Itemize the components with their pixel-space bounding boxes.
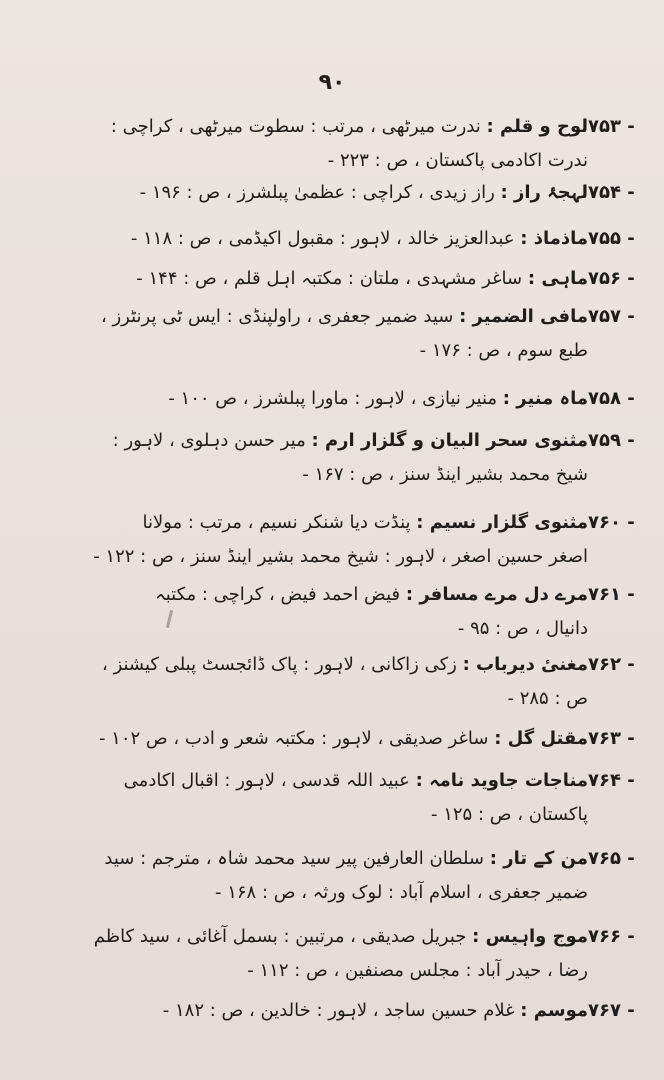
entry-text: میر حسن دہلوی ، لاہور :	[112, 430, 306, 451]
bibliography-entry	[40, 262, 588, 296]
entry-line	[40, 994, 588, 1028]
entry-line	[40, 176, 588, 210]
entry-line	[40, 920, 588, 954]
entry-number: ۷۵۴ -	[588, 182, 635, 203]
entry-title: مثنوی سحر البیان و گلزار ارم :	[311, 430, 588, 451]
entry-title: لوح و قلم :	[486, 116, 588, 137]
entry-continuation: اصغر حسین اصغر ، لاہور : شیخ محمد بشیر اینڈ سنز ، ص : ۱۲۲ -	[93, 546, 588, 567]
entry-number: ۷۶۵ -	[588, 848, 635, 869]
entry-text: راز زیدی ، کراچی : عظمیٰ پبلشرز ، ص : ۱۹۶ -	[139, 182, 495, 203]
entry-line	[40, 578, 588, 612]
entry-number: ۷۶۴ -	[588, 770, 635, 791]
bibliography-entry	[40, 506, 588, 574]
entry-text: جبریل صدیقی ، مرتبین : بسمل آغائی ، سید کاظم	[93, 926, 467, 947]
entry-number: ۷۶۱ -	[588, 584, 635, 605]
entry-text: سلطان العارفین پیر سید محمد شاہ ، مترجم : سید	[104, 848, 485, 869]
entry-continuation: دانیال ، ص : ۹۵ -	[457, 618, 588, 639]
entry-title: ماہ منیر :	[502, 388, 588, 409]
entry-continuation: ضمیر جعفری ، اسلام آباد : لوک ورثہ ، ص : ۱۶۸ -	[215, 882, 588, 903]
entry-line	[40, 722, 588, 756]
entry-number: ۷۵۳ -	[588, 116, 635, 137]
entry-text: فیض احمد فیض ، کراچی : مکتبہ	[155, 584, 401, 605]
entry-text: عبید اللہ قدسی ، لاہور : اقبال اکادمی	[123, 770, 410, 791]
entry-number: ۷۶۲ -	[588, 654, 635, 675]
entry-number: ۷۵۵ -	[588, 228, 635, 249]
entry-continuation: پاکستان ، ص : ۱۲۵ -	[430, 804, 588, 825]
entry-line	[40, 300, 588, 334]
bibliography-entry	[40, 648, 588, 716]
entry-title: لہجۂ راز :	[500, 182, 588, 203]
entry-text: سید ضمیر جعفری ، راولپنڈی : ایس ٹی پرنٹرز ،	[100, 306, 454, 327]
entry-title: ماہی :	[527, 268, 588, 289]
entry-text: ساغر مشہدی ، ملتان : مکتبہ اہل قلم ، ص : ۱۴۴ -	[136, 268, 523, 289]
bibliography-entry	[40, 764, 588, 832]
entry-number: ۷۶۷ -	[588, 1000, 635, 1021]
entry-continuation: رضا ، حیدر آباد : مجلس مصنفین ، ص : ۱۱۲ -	[247, 960, 588, 981]
entry-text: زکی زاکانی ، لاہور : پاک ڈائجسٹ پبلی کیشنز ،	[102, 654, 457, 675]
entry-text: غلام حسین ساجد ، لاہور : خالدین ، ص : ۱۸۲ -	[162, 1000, 515, 1021]
entry-number: ۷۵۶ -	[588, 268, 635, 289]
entry-title: مثنوی گلزار نسیم :	[416, 512, 588, 533]
entry-line	[40, 222, 588, 256]
entry-text: عبدالعزیز خالد ، لاہور : مقبول اکیڈمی ، ص : ۱۱۸ -	[130, 228, 515, 249]
entry-line	[40, 842, 588, 876]
bibliography-entry	[40, 722, 588, 756]
entry-line	[40, 262, 588, 296]
entry-number: ۷۶۰ -	[588, 512, 635, 533]
entry-title: مناجات جاوید نامہ :	[415, 770, 588, 791]
entry-continuation: طبع سوم ، ص : ۱۷۶ -	[419, 340, 588, 361]
bibliography-entry	[40, 424, 588, 492]
entry-number: ۷۵۹ -	[588, 430, 635, 451]
bibliography-entry	[40, 222, 588, 256]
entry-continuation: ندرت اکادمی پاکستان ، ص : ۲۲۳ -	[327, 150, 588, 171]
entry-title: مقتل گل :	[494, 728, 588, 749]
bibliography-entry	[40, 920, 588, 988]
entry-text: منیر نیازی ، لاہور : ماورا پبلشرز ، ص ۱۰۰ -	[168, 388, 498, 409]
entry-line	[40, 506, 588, 540]
entry-line	[40, 382, 588, 416]
entry-title: مرے دل مرے مسافر :	[405, 584, 588, 605]
entry-continuation: شیخ محمد بشیر اینڈ سنز ، ص : ۱۶۷ -	[302, 464, 588, 485]
entry-title: موج واہیس :	[472, 926, 588, 947]
entry-number: ۷۶۳ -	[588, 728, 635, 749]
entry-title: موسم :	[520, 1000, 588, 1021]
page-number: ۹۰	[318, 70, 346, 95]
bibliography-entry	[40, 300, 588, 368]
entry-title: من کے تار :	[489, 848, 588, 869]
bibliography-entry	[40, 110, 588, 178]
bibliography-entry	[40, 842, 588, 910]
entry-number: ۷۵۷ -	[588, 306, 635, 327]
entry-text: ندرت میرٹھی ، مرتب : سطوت میرٹھی ، کراچی :	[110, 116, 481, 137]
entry-line	[40, 764, 588, 798]
entry-text: ساغر صدیقی ، لاہور : مکتبہ شعر و ادب ، ص ۱۰۲ -	[98, 728, 489, 749]
bibliography-entry	[40, 578, 588, 646]
bibliography-entry	[40, 994, 588, 1028]
entry-text: پنڈت دیا شنکر نسیم ، مرتب : مولانا	[142, 512, 411, 533]
entry-number: ۷۶۶ -	[588, 926, 635, 947]
entry-title: مغنیٔ دیرباب :	[462, 654, 588, 675]
bibliography-entry	[40, 382, 588, 416]
entry-number: ۷۵۸ -	[588, 388, 635, 409]
bibliography-entry	[40, 176, 588, 210]
entry-title: مافی الضمیر :	[459, 306, 588, 327]
entry-line	[40, 110, 588, 144]
entry-line	[40, 648, 588, 682]
entry-continuation: ص : ۲۸۵ -	[507, 688, 588, 709]
entry-line	[40, 424, 588, 458]
entry-title: ماذماذ :	[520, 228, 588, 249]
